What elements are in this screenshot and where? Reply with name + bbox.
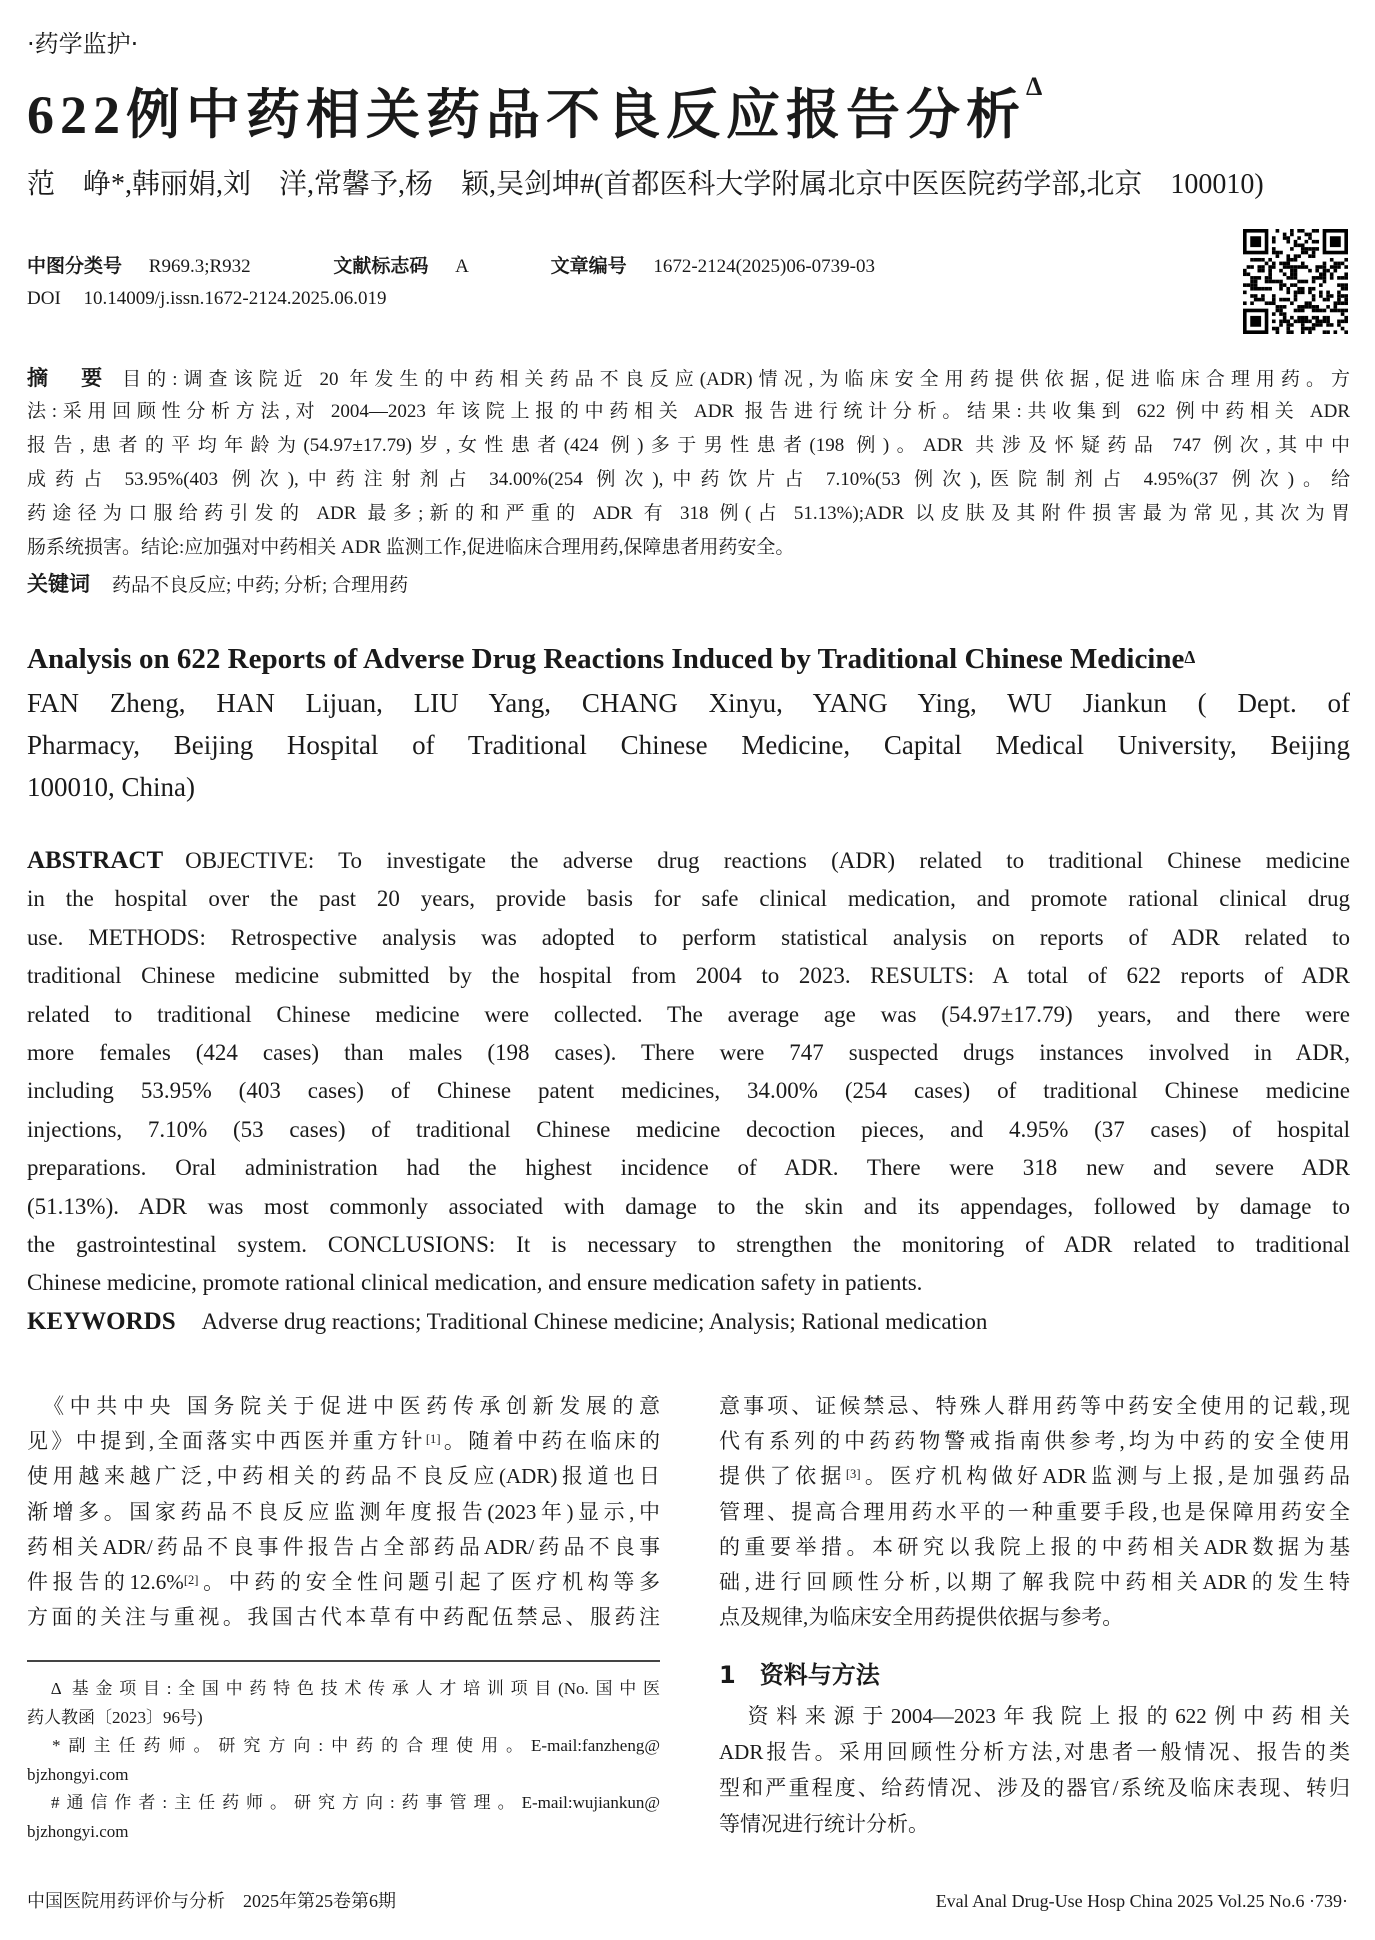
authors-en-text: Pharmacy, Beijing Hospital of Traditional Chinese Medicine, Capital Medical University, Beijing <box>27 730 1350 760</box>
footnote-text: *副主任药师。研究方向:中药的合理使用。E-mail:fanzheng@ <box>27 1736 660 1755</box>
abstract-en-line <box>27 1189 1350 1225</box>
abstract-en-text: (51.13%). ADR was most commonly associated with damage to the skin and its appendages, followed by damage to <box>27 1193 1350 1219</box>
abstract-en-line <box>27 1112 1350 1148</box>
authors-en-text: FAN Zheng, HAN Lijuan, LIU Yang, CHANG Xinyu, YANG Ying, WU Jiankun ( Dept. of <box>27 688 1350 718</box>
footnote-text: bjzhongyi.com <box>27 1764 129 1784</box>
authors-cn: 范 峥*,韩丽娟,刘 洋,常馨予,杨 颖,吴剑坤#(首都医科大学附属北京中医医院药学部,北京 100010) <box>27 169 1264 200</box>
footnote-text: #通信作者:主任药师。研究方向:药事管理。E-mail:wujiankun@ <box>27 1793 660 1812</box>
citation-ref: [3] <box>845 1467 861 1482</box>
citation-ref: [2] <box>183 1573 199 1587</box>
body-text: 《中共中央 国务院关于促进中医药传承创新发展的意 <box>27 1394 660 1418</box>
title-en-text: Analysis on 622 Reports of Adverse Drug Reactions Induced by Traditional Chinese Medicine <box>27 643 1185 675</box>
body-line <box>27 1459 660 1493</box>
doc-code-value: A <box>455 256 468 277</box>
abstract-en-text: OBJECTIVE: To investigate the adverse drug reactions (ADR) related to traditional Chinese medicine <box>185 848 1350 873</box>
footnote-line <box>27 1704 660 1732</box>
keywords-en <box>27 1304 1350 1340</box>
abstract-cn-line <box>27 497 1350 531</box>
abstract-cn-text: 药途径为口服给药引发的 ADR 最多;新的和严重的 ADR 有 318 例(占 51.13%);ADR 以皮肤及其附件损害最为常见,其次为胃 <box>27 503 1350 524</box>
article-no-label: 文章编号 <box>550 255 627 277</box>
abstract-en-line <box>27 1150 1350 1186</box>
body-text: 管理、提高合理用药水平的一种重要手段,也是保障用药安全 <box>719 1499 1350 1524</box>
title-en-fund-mark: Δ <box>1184 647 1196 667</box>
meta-row <box>27 251 875 278</box>
body-line <box>719 1530 1350 1564</box>
body-line <box>27 1565 660 1599</box>
abstract-cn-text: 法:采用回顾性分析方法,对 2004—2023 年该院上报的中药相关 ADR 报告进行统计分析。结果:共收集到 622 例中药相关 ADR <box>27 401 1350 422</box>
body-line <box>27 1389 660 1423</box>
page-title <box>27 72 1048 149</box>
body-text: 代有系列的中药药物警戒指南供参考,均为中药的安全使用 <box>719 1429 1350 1454</box>
abstract-cn-text: 报告,患者的平均年龄为(54.97±17.79)岁,女性患者(424 例)多于男性患者(198 例)。ADR 共涉及怀疑药品 747 例次,其中中 <box>27 435 1350 456</box>
abstract-cn-text: 肠系统损害。结论:应加强对中药相关 ADR 监测工作,促进临床合理用药,保障患者用药安全。 <box>27 537 795 558</box>
body-text: 点及规律,为临床安全用药提供依据与参考。 <box>719 1605 1124 1630</box>
clc-label: 中图分类号 <box>27 255 123 277</box>
footnote-text: Δ 基金项目:全国中药特色技术传承人才培训项目(No.国中医 <box>27 1679 660 1698</box>
keywords-en-text: Adverse drug reactions; Traditional Chinese medicine; Analysis; Rational medication <box>201 1309 988 1334</box>
footer-journal-cn: 中国医院用药评价与分析 2025年第25卷第6期 <box>27 1891 396 1911</box>
abstract-en-text: the gastrointestinal system. CONCLUSIONS: It is necessary to strengthen the monitoring of ADR related to traditional <box>27 1232 1350 1257</box>
abstract-en-line <box>27 997 1350 1033</box>
body-text: 方面的关注与重视。我国古代本草有中药配伍禁忌、服药注 <box>27 1605 660 1630</box>
abstract-cn-line <box>27 463 1350 497</box>
keywords-en-label: KEYWORDS <box>27 1308 176 1335</box>
abstract-en-line <box>27 1035 1350 1071</box>
abstract-en-line <box>27 1265 1350 1301</box>
clc-value: R969.3;R932 <box>148 256 251 277</box>
doi-row <box>27 288 386 310</box>
body-text: ADR报告。采用回顾性分析方法,对患者一般情况、报告的类 <box>719 1740 1350 1764</box>
authors-en-line <box>27 725 1350 765</box>
abstract-en-text: traditional Chinese medicine submitted by the hospital from 2004 to 2023. RESULTS: A total of 622 reports of ADR <box>27 963 1350 989</box>
abstract-en-text: more females (424 cases) than males (198 cases). There were 747 suspected drugs instances involved in ADR, <box>27 1040 1350 1065</box>
body-text: 使用越来越广泛,中药相关的药品不良反应(ADR)报道也日 <box>27 1464 660 1489</box>
body-text: 渐增多。国家药品不良反应监测年度报告(2023年)显示,中 <box>27 1499 660 1524</box>
doi-value: 10.14009/j.issn.1672-2124.2025.06.019 <box>83 288 387 309</box>
abstract-en-text: preparations. Oral administration had the highest incidence of ADR. There were 318 new and severe ADR <box>27 1155 1350 1181</box>
body-text: 等情况进行统计分析。 <box>719 1812 929 1836</box>
body-line <box>27 1424 660 1458</box>
abstract-cn-label: 摘 要 <box>27 366 109 390</box>
footnote-line <box>27 1675 660 1703</box>
abstract-en-line <box>27 843 1350 879</box>
body-text: 础,进行回顾性分析,以期了解我院中药相关ADR的发生特 <box>719 1570 1350 1594</box>
body-line <box>719 1600 1350 1634</box>
abstract-cn-text: 目的:调查该院近 20 年发生的中药相关药品不良反应(ADR)情况,为临床安全用药提供依据,促进临床合理用药。方 <box>122 369 1351 390</box>
body-text: 药相关ADR/药品不良事件报告占全部药品ADR/药品不良事 <box>27 1534 660 1559</box>
body-text: 意事项、证候禁忌、特殊人群用药等中药安全使用的记载,现 <box>719 1394 1350 1418</box>
abstract-en-line <box>27 958 1350 994</box>
footnote-line <box>27 1818 660 1846</box>
body-line <box>719 1565 1350 1599</box>
abstract-en-text: including 53.95% (403 cases) of Chinese patent medicines, 34.00% (254 cases) of traditional Chinese medicine <box>27 1078 1350 1104</box>
authors-en-text: 100010, China) <box>27 772 195 802</box>
footer-right: Eval Anal Drug-Use Hosp China 2025 Vol.25 No.6 ·739· <box>935 1891 1348 1911</box>
abstract-en-line <box>27 1073 1350 1109</box>
qr-code <box>1243 229 1348 334</box>
body-line <box>719 1389 1350 1423</box>
abstract-en-text: Chinese medicine, promote rational clinical medication, and ensure medication safety in patients. <box>27 1270 923 1296</box>
title-text: 622例中药相关药品不良反应报告分析 <box>27 85 1026 145</box>
doi-label: DOI <box>27 288 61 309</box>
body-text: 资料来源于2004—2023年我院上报的622例中药相关 <box>719 1704 1350 1728</box>
footnote-line <box>27 1732 660 1760</box>
title-en <box>27 640 1367 678</box>
section-heading <box>719 1657 1350 1693</box>
section-heading-text: 1 资料与方法 <box>719 1661 880 1689</box>
abstract-en-line <box>27 881 1350 917</box>
title-fund-mark: Δ <box>1026 72 1049 101</box>
footnote-text: bjzhongyi.com <box>27 1821 129 1841</box>
abstract-en-line <box>27 920 1350 956</box>
abstract-en-text: related to traditional Chinese medicine were collected. The average age was (54.97±17.79) years, and there were <box>27 1001 1350 1027</box>
abstract-cn-line <box>27 361 1350 395</box>
abstract-en-label: ABSTRACT <box>27 847 164 874</box>
article-no-value: 1672-2124(2025)06-0739-03 <box>653 256 875 277</box>
body-text: 件报告的12.6% <box>27 1570 184 1594</box>
body-line <box>719 1807 1350 1841</box>
body-text: 。中药的安全性问题引起了医疗机构等多 <box>198 1570 661 1594</box>
footnote-line <box>27 1761 660 1789</box>
body-text: 。医疗机构做好ADR监测与上报,是加强药品 <box>860 1464 1351 1489</box>
footnote-line <box>27 1789 660 1817</box>
abstract-cn-line <box>27 395 1350 429</box>
body-line <box>719 1495 1350 1529</box>
body-line <box>27 1530 660 1564</box>
doc-code-label: 文献标志码 <box>333 255 429 277</box>
body-text: 见》中提到,全面落实中西医并重方针 <box>27 1429 426 1454</box>
authors-en-line <box>27 683 1350 723</box>
footnote-text: 药人教函〔2023〕96号) <box>27 1707 203 1727</box>
body-line <box>27 1600 660 1634</box>
abstract-en-line <box>27 1227 1350 1263</box>
abstract-cn-line <box>27 531 1350 565</box>
keywords-cn <box>27 567 1350 601</box>
body-line <box>719 1459 1350 1493</box>
body-text: 的重要举措。本研究以我院上报的中药相关ADR数据为基 <box>719 1534 1350 1559</box>
abstract-en-text: use. METHODS: Retrospective analysis was adopted to perform statistical analysis on reports of ADR related to <box>27 924 1350 950</box>
footnote-divider <box>27 1660 660 1662</box>
abstract-cn-line <box>27 429 1350 463</box>
body-text: 提供了依据 <box>719 1464 846 1489</box>
keywords-cn-text: 药品不良反应; 中药; 分析; 合理用药 <box>112 575 409 596</box>
keywords-cn-label: 关键词 <box>27 572 90 596</box>
citation-ref: [1] <box>425 1432 441 1447</box>
body-line <box>719 1424 1350 1458</box>
body-line <box>719 1735 1350 1769</box>
authors-en-line <box>27 767 1350 807</box>
abstract-en-text: injections, 7.10% (53 cases) of traditional Chinese medicine decoction pieces, and 4.95% (37 cases) of hospital <box>27 1116 1350 1142</box>
body-text: 型和严重程度、给药情况、涉及的器官/系统及临床表现、转归 <box>719 1776 1350 1800</box>
abstract-en-text: in the hospital over the past 20 years, provide basis for safe clinical medication, and promote rational clinical drug <box>27 886 1350 912</box>
footer-left <box>27 1887 727 1915</box>
body-line <box>719 1699 1350 1733</box>
abstract-cn-text: 成药占 53.95%(403 例次),中药注射剂占 34.00%(254 例次),中药饮片占 7.10%(53 例次),医院制剂占 4.95%(37 例次)。给 <box>27 469 1350 490</box>
body-line <box>719 1771 1350 1805</box>
column-tag: ·药学监护· <box>27 30 139 58</box>
body-text: 。随着中药在临床的 <box>440 1429 660 1454</box>
body-line <box>27 1495 660 1529</box>
